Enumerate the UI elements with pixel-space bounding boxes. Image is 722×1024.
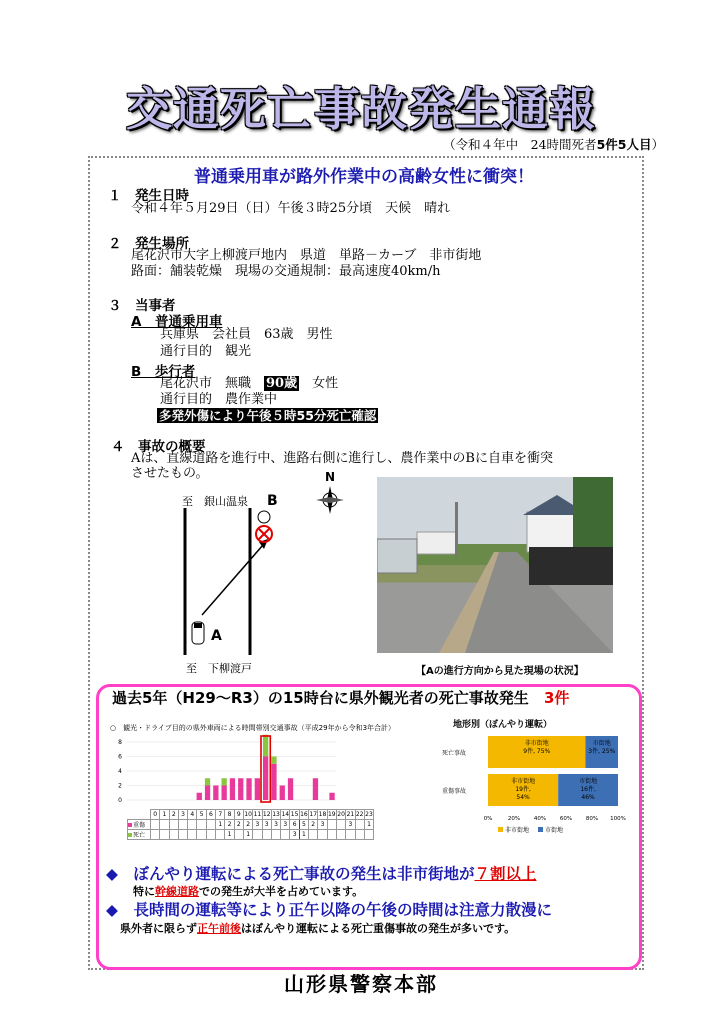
table-cell [178, 820, 187, 830]
party-a-profile: 兵庫県 会社員 63歳 男性 [160, 327, 333, 342]
compass-north-label: N [325, 470, 336, 484]
section2-heading: ２ 発生場所 [108, 236, 189, 252]
table-row-label: 重傷 [128, 820, 151, 830]
terrain-data-label: 19件, [515, 786, 531, 793]
y-tick-label: 6 [118, 753, 122, 761]
table-cell: 2 [234, 820, 243, 830]
terrain-data-label: 非市街地 [511, 778, 536, 785]
subtitle-prefix: （令和４年中 24時間死者 [443, 137, 597, 152]
party-b-purpose: 通行目的 農作業中 [160, 392, 278, 407]
scene-photo-drawing [377, 477, 613, 653]
table-cell: 3 [318, 820, 327, 830]
section2-location: 尾花沢市大字上柳渡戸地内 県道 単路－カーブ 非市街地 [131, 248, 482, 263]
photo-caption: 【Aの進行方向から見た現場の状況】 [416, 666, 584, 677]
table-hour-header: 22 [355, 811, 364, 818]
terrain-data-label: 9件, 75% [523, 748, 551, 755]
table-cell [206, 830, 215, 840]
table-hour-header: 14 [281, 811, 290, 818]
terrain-data-label: 46% [581, 794, 595, 801]
legend-label: 非市街地 [505, 827, 530, 834]
table-cell [151, 820, 160, 830]
subtitle-count: 5件5人目 [596, 137, 652, 152]
table-cell [160, 820, 169, 830]
table-hour-header: 16 [300, 811, 308, 818]
table-cell [355, 830, 364, 840]
table-cell [178, 830, 187, 840]
section1-heading: １ 発生日時 [108, 188, 189, 204]
terrain-data-label: 16件, [580, 786, 596, 793]
bar-重傷-17 [280, 786, 285, 801]
terrain-data-label: 非市街地 [524, 740, 549, 747]
table-cell [364, 830, 373, 840]
footer-issuer: 山形県警察本部 [284, 972, 438, 996]
terrain-chart-title: 地形別（ぼんやり運転） [453, 720, 553, 730]
table-hour-header: 5 [197, 810, 206, 820]
table-hour-header: 15 [290, 811, 299, 818]
table-cell: 1 [299, 830, 308, 840]
bar-死亡-8 [205, 778, 210, 785]
table-cell [160, 830, 169, 840]
party-a-label: A 普通乗用車 [131, 314, 223, 330]
table-hour-header: 9 [234, 810, 243, 820]
table-cell [318, 830, 327, 840]
table-cell [281, 830, 290, 840]
section2-road: 路面：舗装乾燥 現場の交通規制：最高速度40km/h [131, 264, 441, 279]
y-tick-label: 2 [118, 782, 122, 790]
table-cell [336, 830, 345, 840]
terrain-data-label: 市街地 [592, 740, 611, 747]
table-cell: 3 [262, 820, 271, 830]
terrain-x-tick: 100% [610, 816, 626, 822]
sub1-highlight: 幹線道路 [155, 885, 199, 898]
bar-重傷-13 [246, 778, 251, 800]
table-hour-header: 1 [160, 810, 169, 820]
table-cell: 2 [225, 820, 234, 830]
section4-summary-line1: Aは、直線道路を進行中、進路右側に進行し、農作業中のBに自車を衝突 [131, 451, 553, 466]
diagram-label-a: A [211, 628, 222, 644]
diagram-label-b: B [267, 493, 278, 509]
table-hour-header: 0 [151, 810, 160, 820]
sub1-pre: 特に [133, 885, 155, 898]
table-cell: 2 [309, 820, 318, 830]
bar-重傷-21 [313, 778, 318, 800]
table-hour-header: 17 [309, 811, 318, 818]
table-cell: 3 [281, 820, 290, 830]
table-hour-header: 23 [365, 811, 373, 818]
sub2 [120, 920, 515, 936]
table-hour-header: 12 [262, 811, 271, 818]
section3-heading: ３ 当事者 [108, 298, 176, 314]
terrain-x-tick: 20% [507, 816, 521, 822]
y-tick-label: 8 [118, 739, 122, 746]
bar-重傷-14 [255, 778, 260, 800]
sub2-post: はぼんやり運転による死亡重傷事故の発生が多いです。 [241, 922, 516, 935]
table-row-label: 死亡 [128, 830, 151, 840]
table-cell: 1 [225, 830, 234, 840]
party-b-profile-post: 女性 [299, 376, 339, 391]
hourly-bar-chart [110, 734, 400, 808]
terrain-data-label: 3件, 25% [588, 748, 616, 755]
party-b-note [157, 406, 378, 424]
sub1 [133, 883, 363, 899]
terrain-x-tick: 60% [559, 816, 573, 822]
table-hour-header: 21 [346, 811, 355, 818]
table-cell [271, 830, 280, 840]
bar-重傷-11 [230, 778, 235, 800]
party-b-profile-pre: 尾花沢市 無職 [160, 376, 265, 391]
table-cell [197, 830, 206, 840]
terrain-stacked-chart [440, 730, 630, 838]
bullet1-text: ぼんやり運転による死亡事故の発生は非市街地が [133, 865, 475, 883]
table-cell: 1 [364, 820, 373, 830]
y-tick-label: 0 [118, 797, 122, 804]
terrain-data-label: 市街地 [579, 778, 598, 785]
headline: 普通乗用車が路外作業中の高齢女性に衝突！ [194, 167, 534, 187]
title-text: 交通死亡事故発生通報 [126, 82, 596, 136]
bar-死亡-15 [263, 735, 268, 757]
bar-重傷-9 [213, 786, 218, 801]
bar-重傷-23 [329, 793, 334, 800]
table-cell [327, 830, 336, 840]
hourly-chart-title: ○ 観光・ドライブ目的の県外車両による時間帯別交通事故（平成29年から令和3年合計） [110, 724, 396, 732]
table-hour-header: 2 [169, 810, 178, 820]
bar-死亡-10 [222, 778, 227, 785]
table-cell [151, 830, 160, 840]
table-cell [309, 830, 318, 840]
table-cell: 5 [299, 820, 308, 830]
table-cell: 3 [271, 820, 280, 830]
terrain-category-label: 重傷事故 [442, 788, 467, 795]
compass-icon [316, 486, 344, 514]
table-cell [188, 820, 197, 830]
table-cell [169, 820, 178, 830]
stats-header-count: 3件 [543, 689, 570, 707]
table-hour-header: 7 [216, 810, 225, 820]
bullet1-icon: ◆ [106, 865, 118, 883]
legend-swatch [538, 827, 543, 832]
table-cell: 2 [243, 820, 252, 830]
terrain-data-label: 54% [516, 794, 530, 801]
subtitle [443, 135, 664, 153]
stats-header-text: 過去5年（H29～R3）の15時台に県外観光者の死亡事故発生 [112, 689, 529, 707]
table-cell [262, 830, 271, 840]
legend-swatch [498, 827, 503, 832]
sub1-post: での発生が大半を占めています。 [199, 885, 364, 898]
table-hour-header: 3 [178, 810, 187, 820]
sub2-pre: 県外者に限らず [120, 922, 197, 935]
party-b-profile [160, 376, 338, 392]
bar-重傷-15 [263, 757, 268, 801]
table-cell [216, 830, 225, 840]
bullet1 [106, 862, 536, 884]
bar-死亡-16 [271, 757, 276, 764]
terrain-x-tick: 40% [533, 816, 547, 822]
table-corner [128, 810, 151, 820]
table-cell [327, 820, 336, 830]
legend-label: 市街地 [545, 827, 564, 834]
table-hour-header: 19 [327, 811, 336, 818]
bullet2 [106, 898, 552, 920]
table-cell [197, 820, 206, 830]
diagram-to-bottom: 至 下柳渡戸 [186, 662, 252, 675]
sub2-highlight: 正午前後 [197, 922, 241, 935]
bar-重傷-7 [197, 793, 202, 800]
party-b-note-text: 多発外傷により午後５時55分死亡確認 [159, 408, 377, 423]
terrain-x-tick: 0% [483, 816, 493, 822]
stats-header [112, 687, 569, 708]
scene-photo [377, 477, 613, 653]
terrain-category-label: 死亡事故 [442, 750, 467, 757]
party-b-label: B 歩行者 [131, 364, 196, 380]
table-cell: 1 [243, 830, 252, 840]
pedestrian-b-icon [256, 511, 272, 542]
party-a-purpose: 通行目的 観光 [160, 344, 252, 359]
terrain-x-tick: 80% [585, 816, 599, 822]
table-hour-header: 11 [253, 811, 262, 818]
table-cell: 6 [290, 820, 299, 830]
bar-重傷-16 [271, 764, 276, 800]
table-cell: 3 [290, 830, 299, 840]
table-hour-header: 20 [337, 811, 345, 818]
bar-重傷-8 [205, 786, 210, 801]
table-hour-header: 6 [206, 810, 215, 820]
section4-summary-line2: させたもの。 [131, 466, 209, 481]
table-hour-header: 10 [244, 811, 252, 818]
bullet2-text: 長時間の運転等により正午以降の午後の時間は注意力散漫に [133, 901, 552, 919]
hourly-data-table [127, 809, 374, 840]
table-hour-header: 18 [318, 811, 327, 818]
document-title [0, 78, 722, 134]
table-cell [253, 830, 262, 840]
bar-重傷-12 [238, 778, 243, 800]
diagram-to-top: 至 銀山温泉 [182, 495, 248, 508]
table-cell [346, 830, 355, 840]
table-cell: 3 [253, 820, 262, 830]
table-hour-header: 13 [272, 811, 280, 818]
table-cell [234, 830, 243, 840]
y-tick-label: 4 [118, 768, 122, 775]
vehicle-path [202, 545, 263, 615]
table-cell [355, 820, 364, 830]
bullet2-icon: ◆ [106, 901, 118, 919]
table-hour-header: 4 [188, 810, 197, 820]
bar-重傷-10 [222, 786, 227, 801]
bullet1-highlight: ７割以上 [474, 865, 537, 883]
section4-heading: ４ 事故の概要 [111, 439, 206, 455]
subtitle-suffix: ） [651, 137, 664, 152]
table-cell [336, 820, 345, 830]
table-cell: 3 [346, 820, 355, 830]
section1-datetime: 令和４年５月29日（日）午後３時25分頃 天候 晴れ [131, 201, 451, 216]
table-cell [169, 830, 178, 840]
table-cell: 1 [216, 820, 225, 830]
bar-重傷-18 [288, 778, 293, 800]
table-cell [206, 820, 215, 830]
table-hour-header: 8 [225, 810, 234, 820]
table-cell [188, 830, 197, 840]
party-b-age: 90歳 [266, 376, 298, 391]
